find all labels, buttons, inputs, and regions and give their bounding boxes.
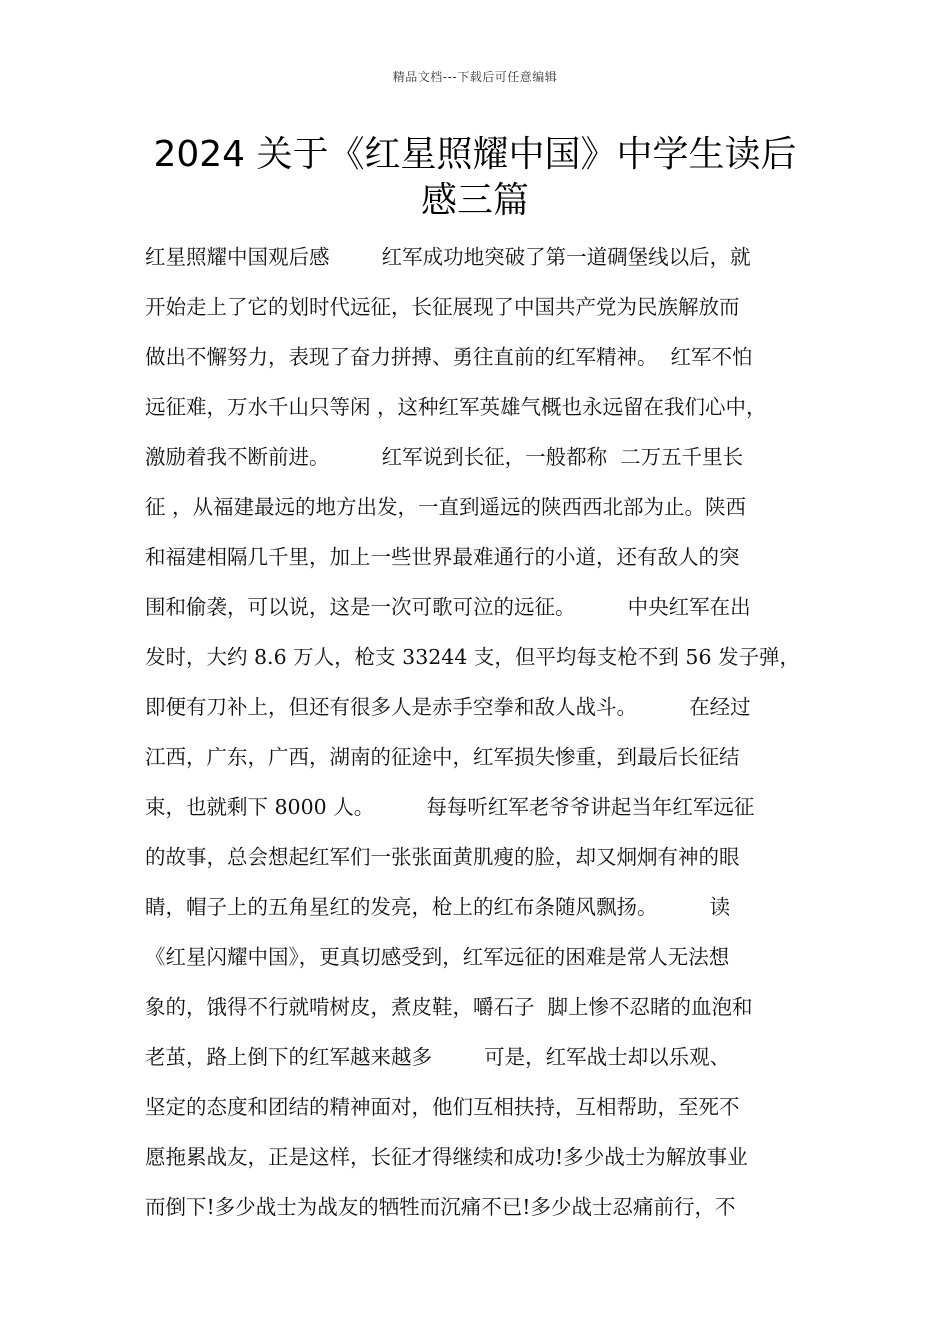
body-line: 激励着我不断前进。 红军说到长征，一般都称 二万五千里长 (145, 445, 744, 469)
body-line: 愿拖累战友，正是这样，长征才得继续和成功!多少战士为解放事业 (145, 1145, 748, 1169)
body-line: 征 ，从福建最远的地方出发，一直到遥远的陕西西北部为止。陕西 (145, 495, 747, 519)
body-line: 而倒下!多少战士为战友的牺牲而沉痛不已!多少战士忍痛前行，不 (145, 1195, 736, 1219)
body-line: 发时，大约 8.6 万人，枪支 33244 支，但平均每支枪不到 56 发子弹， (145, 645, 800, 669)
body-line: 束，也就剩下 8000 人。 每每听红军老爷爷讲起当年红军远征 (145, 795, 755, 819)
body-line: 《红星闪耀中国》，更真切感受到，红军远征的困难是常人无法想 (145, 945, 730, 969)
document-title (110, 132, 840, 224)
body-line: 开始走上了它的划时代远征，长征展现了中国共产党为民族解放而 (145, 295, 740, 319)
title-line-2: 感三篇 (420, 180, 529, 221)
body-line: 做出不懈努力，表现了奋力拼搏、勇往直前的红军精神。 红军不怕 (145, 345, 753, 369)
body-line: 象的，饿得不行就啃树皮，煮皮鞋，嚼石子 脚上惨不忍睹的血泡和 (145, 995, 753, 1019)
body-line: 坚定的态度和团结的精神面对，他们互相扶持，互相帮助，至死不 (145, 1095, 740, 1119)
body-line: 围和偷袭，可以说，这是一次可歌可泣的远征。 中央红军在出 (145, 595, 751, 619)
body-line: 和福建相隔几千里，加上一些世界最难通行的小道，还有敌人的突 (145, 545, 740, 569)
document-body (145, 232, 825, 1232)
page-header: 精品文档---下载后可任意编辑 (392, 70, 558, 84)
body-line: 远征难，万水千山只等闲 ，这种红军英雄气概也永远留在我们心中， (145, 395, 767, 419)
body-line: 即便有刀补上，但还有很多人是赤手空拳和敌人战斗。 在经过 (145, 695, 751, 719)
body-line: 红星照耀中国观后感 红军成功地突破了第一道碉堡线以后，就 (145, 245, 751, 269)
body-line: 老茧，路上倒下的红军越来越多 可是，红军战士却以乐观、 (145, 1045, 731, 1069)
body-line: 的故事，总会想起红军们一张张面黄肌瘦的脸，却又炯炯有神的眼 (145, 845, 740, 869)
body-line: 睛，帽子上的五角星红的发亮，枪上的红布条随风飘扬。 读 (145, 895, 731, 919)
title-line-1: 2024 关于《红星照耀中国》中学生读后 (153, 134, 797, 175)
body-line: 江西，广东，广西，湖南的征途中，红军损失惨重，到最后长征结 (145, 745, 740, 769)
